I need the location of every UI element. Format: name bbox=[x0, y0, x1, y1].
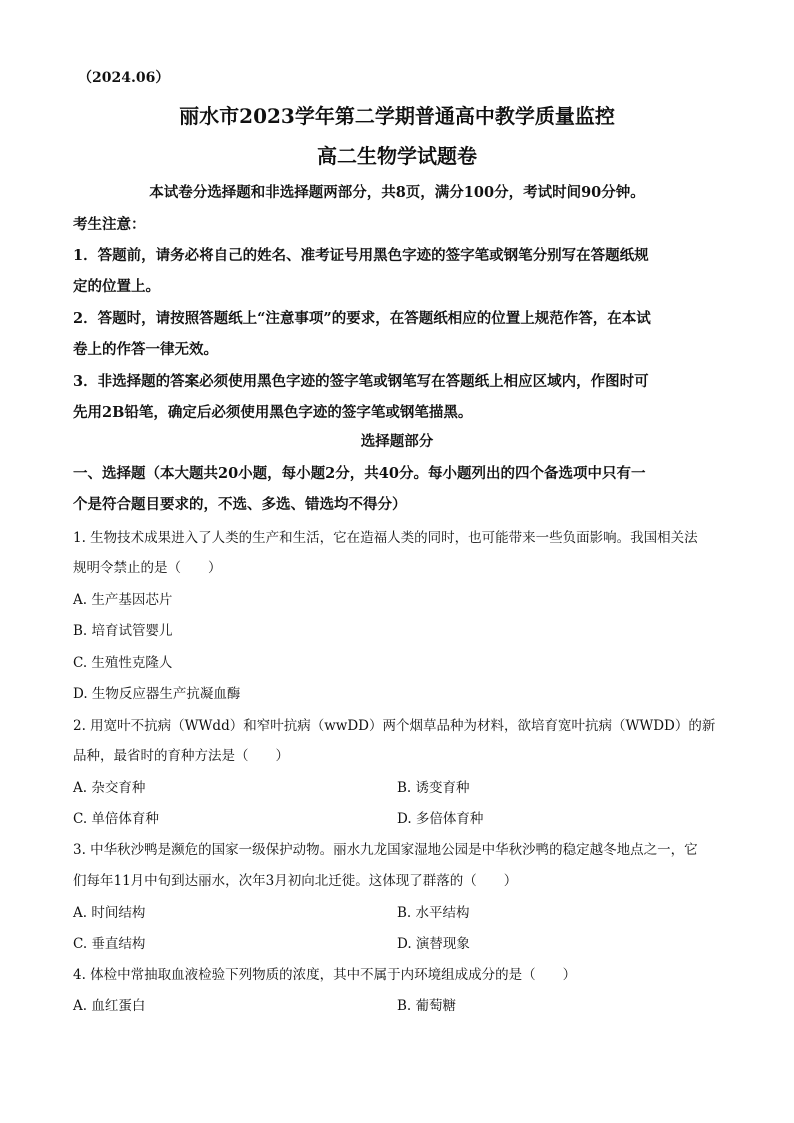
question-2-option-a: A. 杂交育种 bbox=[73, 780, 146, 796]
question-3-option-b: B. 水平结构 bbox=[397, 905, 470, 921]
question-1-option-b: B. 培育试管婴儿 bbox=[73, 623, 173, 639]
notice-item-3-line-1: 3．非选择题的答案必须使用黑色字迹的签字笔或钢笔写在答题纸上相应区域内，作图时可 bbox=[73, 373, 649, 390]
question-4-option-b: B. 葡萄糖 bbox=[397, 998, 457, 1014]
exam-date: （2024.06） bbox=[78, 70, 170, 86]
exam-title: 丽水市2023学年第二学期普通高中教学质量监控 bbox=[179, 104, 615, 128]
notice-heading: 考生注意： bbox=[73, 216, 146, 233]
question-1-option-d: D. 生物反应器生产抗凝血酶 bbox=[73, 686, 241, 702]
notice-item-1-line-2: 定的位置上。 bbox=[73, 278, 160, 295]
question-1-option-c: C. 生殖性克隆人 bbox=[73, 655, 173, 671]
question-4-stem-line-1: 4. 体检中常抽取血液检验下列物质的浓度，其中不属于内环境组成成分的是（ ） bbox=[73, 967, 577, 983]
question-2-option-d: D. 多倍体育种 bbox=[397, 811, 484, 827]
question-1-stem-line-2: 规明令禁止的是（ ） bbox=[73, 560, 222, 576]
question-3-option-c: C. 垂直结构 bbox=[73, 936, 146, 952]
question-2-stem-line-1: 2. 用宽叶不抗病（WWdd）和窄叶抗病（wwDD）两个烟草品种为材料，欲培育宽叶抗病（WWDD）的新 bbox=[73, 718, 716, 734]
question-1-stem-line-1: 1. 生物技术成果进入了人类的生产和生活，它在造福人类的同时，也可能带来一些负面影响。我国相关法 bbox=[73, 530, 698, 546]
question-3-option-a: A. 时间结构 bbox=[73, 905, 146, 921]
exam-subtitle: 高二生物学试题卷 bbox=[317, 144, 477, 168]
question-4-option-a: A. 血红蛋白 bbox=[73, 998, 146, 1014]
question-3-stem-line-2: 们每年11月中旬到达丽水，次年3月初向北迁徙。这体现了群落的（ ） bbox=[73, 873, 518, 889]
question-1-option-a: A. 生产基因芯片 bbox=[73, 592, 173, 608]
section-instruction-line-1: 一、选择题（本大题共20小题，每小题2分，共40分。每小题列出的四个备选项中只有一 bbox=[73, 465, 646, 482]
section-title: 选择题部分 bbox=[360, 433, 434, 450]
question-3-stem-line-1: 3. 中华秋沙鸭是濒危的国家一级保护动物。丽水九龙国家湿地公园是中华秋沙鸭的稳定越冬地点之一，它 bbox=[73, 842, 698, 858]
question-2-option-c: C. 单倍体育种 bbox=[73, 811, 159, 827]
section-instruction-line-2: 个是符合题目要求的，不选、多选、错选均不得分） bbox=[73, 496, 407, 513]
notice-item-1-line-1: 1．答题前，请务必将自己的姓名、准考证号用黑色字迹的签字笔或钢笔分别写在答题纸规 bbox=[73, 247, 649, 264]
question-2-stem-line-2: 品种，最省时的育种方法是（ ） bbox=[73, 748, 289, 764]
notice-item-3-line-2: 先用2B铅笔，确定后必须使用黑色字迹的签字笔或钢笔描黑。 bbox=[73, 404, 473, 421]
exam-intro: 本试卷分选择题和非选择题两部分，共8页，满分100分，考试时间90分钟。 bbox=[149, 184, 645, 201]
notice-item-2-line-1: 2．答题时，请按照答题纸上“注意事项”的要求，在答题纸相应的位置上规范作答，在本试 bbox=[73, 310, 651, 327]
question-3-option-d: D. 演替现象 bbox=[397, 936, 470, 952]
notice-item-2-line-2: 卷上的作答一律无效。 bbox=[73, 341, 218, 358]
question-2-option-b: B. 诱变育种 bbox=[397, 780, 470, 796]
